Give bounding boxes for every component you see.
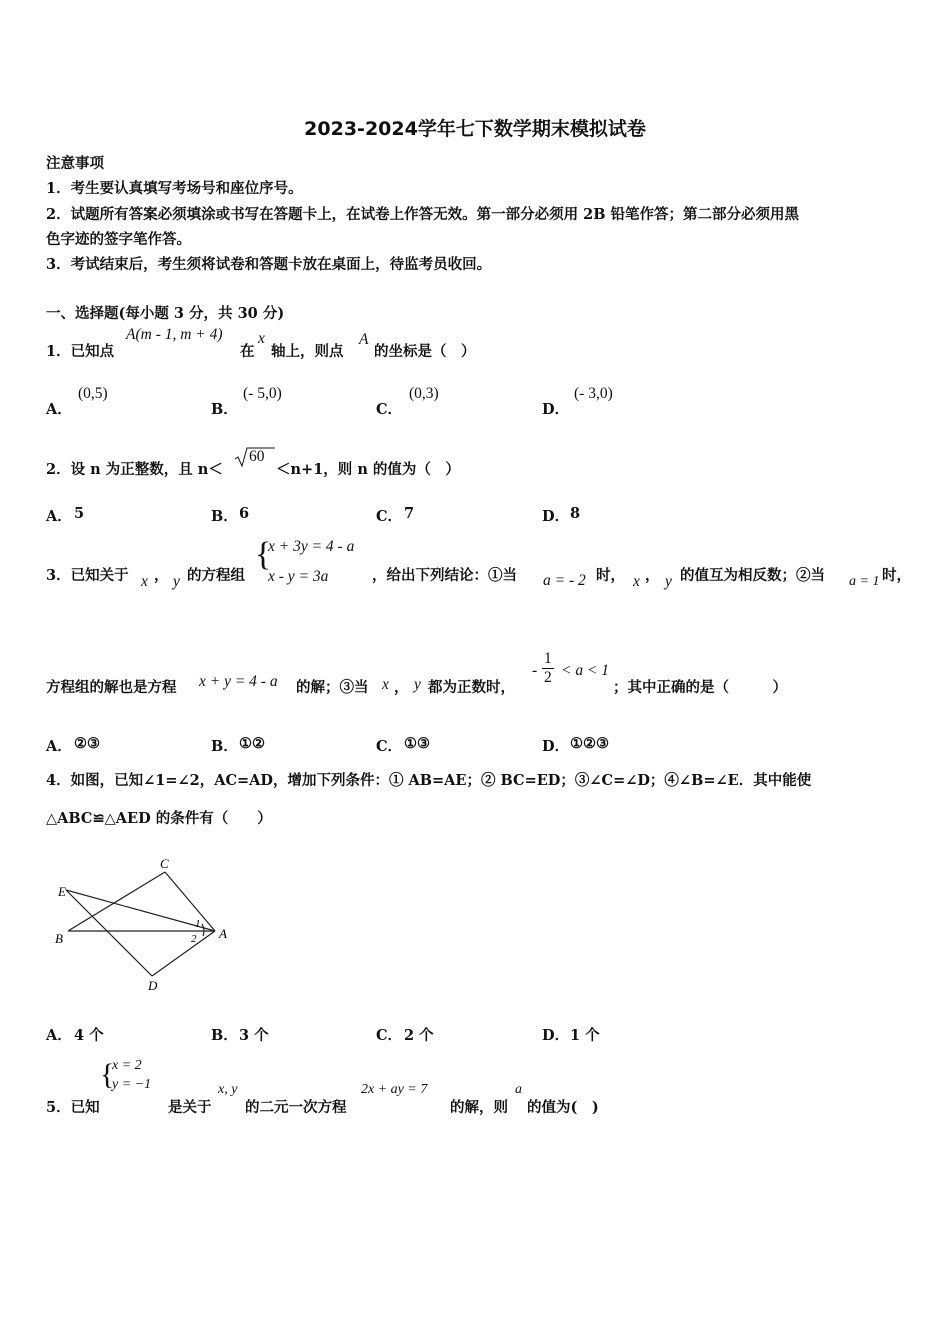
label-C: C [160,856,169,871]
label-angle-2: 2 [191,933,197,945]
q5-var-a: a [515,1082,522,1097]
q4-option-value: 3 个 [239,1027,269,1044]
q2-option-label: A． [46,508,72,525]
q3-option-value: ①② [239,735,265,752]
q3-text-4: 时， [596,567,625,584]
q5-brace: { [100,1058,115,1091]
q3-ineq: < a < 1 [561,662,610,679]
q1-text-3: 轴上，则点 [271,343,344,360]
q3-text-2: 的方程组 [187,567,245,584]
q2-option-value: 7 [404,505,415,522]
label-A: A [219,926,227,941]
q4-option-label: A． [46,1027,72,1044]
q3-fraction [542,650,554,687]
q1-option-value: (0,5) [78,385,108,402]
q3-cond2: a = 1 [849,574,880,589]
q3-var-x: x [141,573,148,590]
q1-option-label: B． [211,401,238,418]
q3-comma: ， [154,567,169,584]
label-angle-1: 1 [195,918,201,930]
q5-eq1: x = 2 [112,1058,142,1073]
label-D: D [148,978,158,993]
q4-option-label: B． [211,1027,238,1044]
q3-text-5: 的值互为相反数；②当 [680,567,825,584]
section-heading: 一、选择题(每小题 3 分，共 30 分) [46,305,285,322]
q4-option-label: D． [542,1027,570,1044]
q5-eq2: y = −1 [112,1077,152,1092]
q3-text-6: 时， [882,567,911,584]
q3-option-value: ①③ [404,735,430,752]
page-title: 2023-2024学年七下数学期末模拟试卷 [304,118,646,140]
q3-comma: ， [394,679,409,696]
q2-option-label: C． [376,508,403,525]
q3-option-label: A． [46,738,72,755]
q3-line2-text-4: ；其中正确的是（ ） [613,679,787,696]
q1-option-label: A． [46,401,72,418]
q4-option-label: C． [376,1027,403,1044]
label-E: E [58,884,66,899]
q3-eq3: x + y = 4 - a [199,673,278,690]
q1-text-2: 在 [240,343,255,360]
q4-option-value: 1 个 [570,1027,600,1044]
q1-option-value: (- 3,0) [574,385,613,402]
notice-item: 1．考生要认真填写考场号和座位序号。 [46,180,303,197]
q3-line2-text-2: 的解；③当 [296,679,369,696]
q2-option-value: 8 [570,505,581,522]
q3-line2-text-3: 都为正数时， [428,679,515,696]
q5-eq: 2x + ay = 7 [361,1082,428,1097]
q3-text-1: 3．已知关于 [46,567,129,584]
q5-text-3: 的二元一次方程 [245,1099,347,1116]
q2-text-1: 2．设 n 为正整数，且 n＜ [46,461,223,478]
q1-point: A(m - 1, m + 4) [126,326,223,343]
q1-option-value: (0,3) [409,385,439,402]
q5-text-4: 的解，则 [450,1099,508,1116]
q3-eq2: x - y = 3a [268,568,329,585]
q2-option-label: D． [542,508,570,525]
q3-var-y: y [665,573,672,590]
q5-text-5: 的值为( ) [527,1099,599,1116]
q2-option-value: 6 [239,505,250,522]
q1-option-label: C． [376,401,403,418]
q1-text-4: 的坐标是（ ） [374,343,476,360]
q1-var-a: A [359,331,369,348]
q3-text-3: ，给出下列结论：①当 [372,567,517,584]
q3-frac-num: 1 [544,650,552,667]
q5-text-2: 是关于 [168,1099,212,1116]
q1-option-value: (- 5,0) [243,385,282,402]
q4-figure [50,852,240,997]
q3-frac-den: 2 [544,669,552,686]
q3-var-x: x [382,676,389,693]
q3-comma: ， [645,567,660,584]
q3-var-y: y [173,573,180,590]
notice-item: 2．试题所有答案必须填涂或书写在答题卡上，在试卷上作答无效。第一部分必须用 2B 铅笔作答；第二部分必须用黑 [46,206,800,223]
q1-var-x: x [258,330,265,347]
q2-option-value: 5 [74,505,85,522]
q3-line2-text-1: 方程组的解也是方程 [46,679,177,696]
system-brace: { [255,536,272,573]
q3-option-value: ①②③ [570,735,609,752]
q5-text-1: 5．已知 [46,1099,100,1116]
q3-var-x: x [633,573,640,590]
q2-text-2: ＜n+1，则 n 的值为（ ） [276,461,460,478]
q2-option-label: B． [211,508,238,525]
q2-radicand: 60 [249,448,265,465]
q3-option-label: D． [542,738,570,755]
notice-item: 3．考试结束后，考生须将试卷和答题卡放在桌面上，待监考员收回。 [46,256,492,273]
q5-vars: x, y [218,1082,238,1097]
q4-line-2: △ABC≌△AED 的条件有（ ） [46,810,272,827]
label-B: B [55,931,63,946]
q3-option-label: B． [211,738,238,755]
q3-frac-sign: - [532,662,538,679]
q3-cond1: a = - 2 [543,572,586,589]
q3-var-y: y [414,676,421,693]
q4-option-value: 4 个 [74,1027,104,1044]
q3-option-value: ②③ [74,735,100,752]
q1-text-1: 1．已知点 [46,343,115,360]
notice-item: 色字迹的签字笔作答。 [46,231,191,248]
q4-option-value: 2 个 [404,1027,434,1044]
notice-heading: 注意事项 [46,155,104,172]
q1-option-label: D． [542,401,570,418]
q4-line-1: 4．如图，已知∠1=∠2，AC=AD，增加下列条件：① AB=AE；② BC=ED；③∠C=∠D；④∠B=∠E．其中能使 [46,772,812,789]
q3-eq1: x + 3y = 4 - a [268,538,355,555]
q3-option-label: C． [376,738,403,755]
